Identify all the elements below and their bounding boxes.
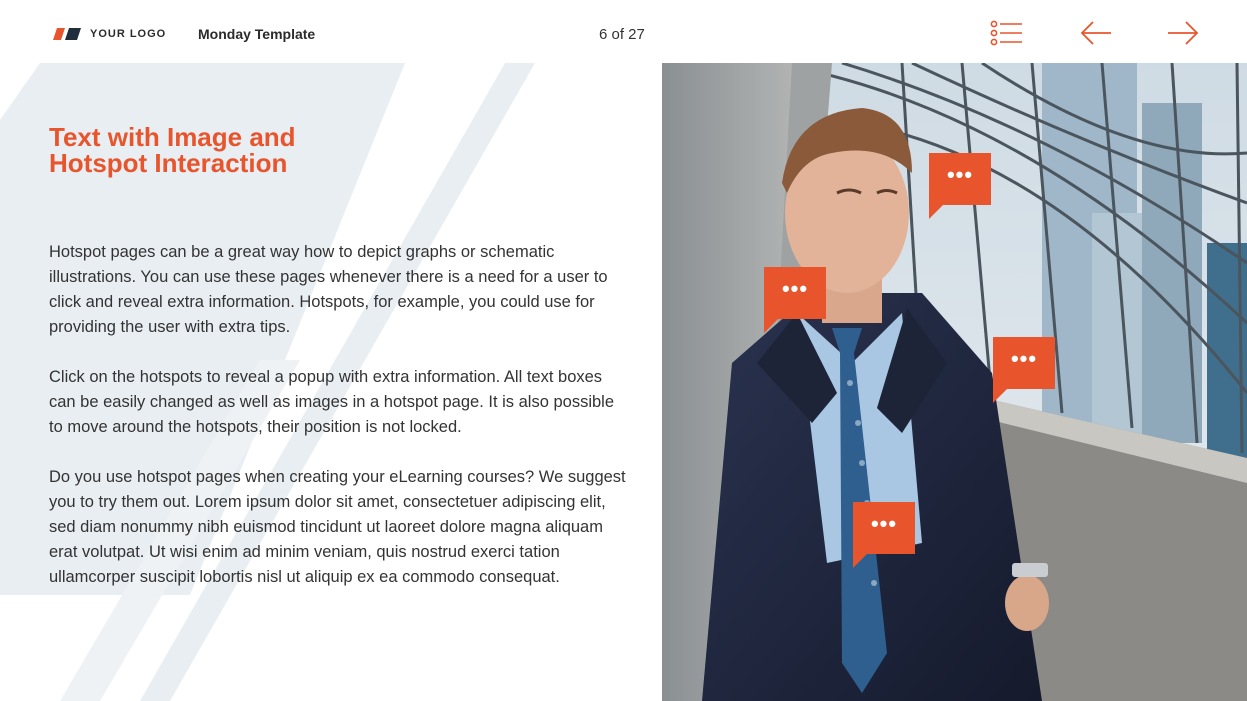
paragraph: Do you use hotspot pages when creating your eLearning courses? We suggest you to try them out. Lorem ipsum dolor sit amet, consectetuer adipiscing elit, sed diam nonummy nibh euismod tincidunt ut laoreet dolore magna aliquam erat volutpat. Ut wisi enim ad minim veniam, quis nostrud exerci tation ullamcorper suscipit lobortis nisl ut aliquip ex ea commodo consequat.: [49, 468, 626, 586]
hotspot-4[interactable]: [853, 502, 915, 568]
course-title: Monday Template: [198, 26, 316, 42]
menu-list-icon: [989, 19, 1023, 47]
hotspot-3[interactable]: [993, 337, 1055, 403]
hotspot-1[interactable]: [929, 153, 991, 219]
page-title: Text with Image and Hotspot Interaction: [49, 122, 296, 178]
more-dots-icon: •••: [946, 162, 974, 187]
logo: [53, 27, 166, 41]
logo-mark-icon: [53, 28, 81, 40]
menu-button[interactable]: [988, 16, 1024, 50]
more-dots-icon: •••: [870, 511, 898, 536]
arrow-left-icon: [1079, 20, 1113, 46]
arrow-right-icon: [1166, 20, 1200, 46]
paragraph: Hotspot pages can be a great way how to depict graphs or schematic illustrations. You can use these pages whenever there is a need for a user to click and reveal extra information. Hotspots, for example, you could use for providing the user with extra tips.: [49, 243, 608, 336]
next-page-button[interactable]: [1165, 16, 1201, 50]
hotspot-2[interactable]: [764, 267, 826, 333]
more-dots-icon: •••: [1010, 346, 1038, 371]
page-counter: 6 of 27: [599, 26, 645, 43]
previous-page-button[interactable]: [1078, 16, 1114, 50]
more-dots-icon: •••: [781, 276, 809, 301]
paragraph: Click on the hotspots to reveal a popup with extra information. All text boxes can be easily changed as well as images in a hotspot page. It is also possible to move around the hotspots, their position is not locked.: [49, 368, 615, 436]
top-bar: [0, 0, 1247, 64]
content-panel: [49, 124, 629, 615]
logo-text: YOUR LOGO: [90, 28, 167, 40]
body-text: [49, 240, 629, 590]
